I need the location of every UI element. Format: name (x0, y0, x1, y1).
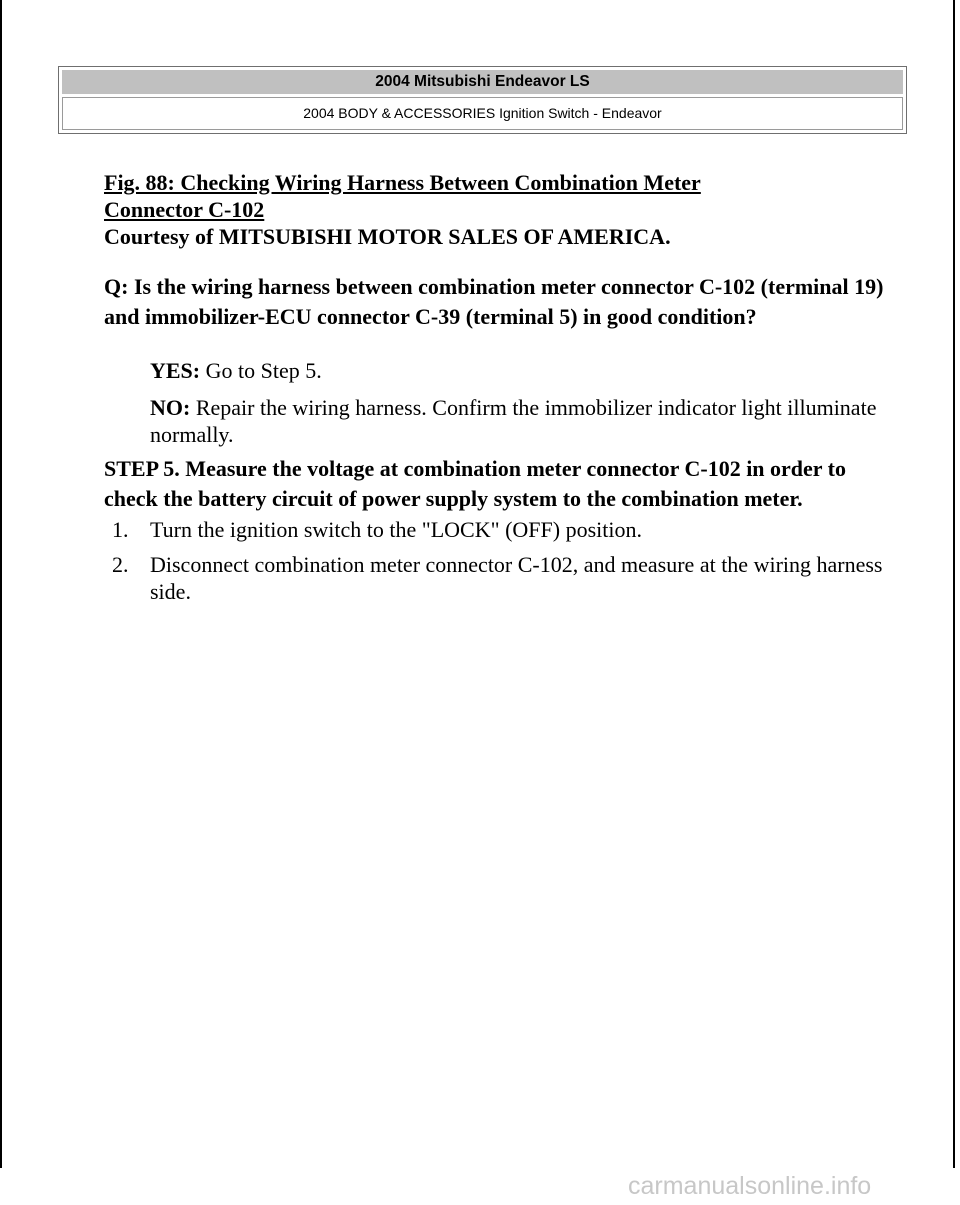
figure-caption[interactable] (104, 169, 894, 223)
list-item-number: 1. (112, 517, 129, 542)
figure-courtesy: Courtesy of MITSUBISHI MOTOR SALES OF AMERICA. (104, 224, 671, 249)
figure-link-line2[interactable]: Connector C-102 (104, 197, 265, 222)
site-watermark: carmanualsonline.info (628, 1172, 872, 1200)
procedure-list (104, 516, 894, 605)
figure-link-line1[interactable]: Fig. 88: Checking Wiring Harness Between Combination Meter (104, 170, 701, 195)
list-item-number: 2. (112, 552, 129, 577)
answer-no (150, 394, 894, 448)
vehicle-title: 2004 Mitsubishi Endeavor LS (62, 70, 903, 94)
answer-no-label: NO: (150, 395, 191, 420)
main-content (104, 169, 894, 613)
list-item-text: Turn the ignition switch to the "LOCK" (OFF) position. (150, 517, 643, 542)
step-heading: STEP 5. Measure the voltage at combination meter connector C-102 in order to check the battery circuit of power supply system to the combination meter. (104, 456, 846, 511)
section-subtitle: 2004 BODY & ACCESSORIES Ignition Switch - Endeavor (62, 97, 903, 130)
answer-no-text: Repair the wiring harness. Confirm the immobilizer indicator light illuminate normally. (150, 395, 877, 447)
question-text: Q: Is the wiring harness between combination meter connector C-102 (terminal 19) and immobilizer-ECU connector C-39 (terminal 5) in good condition? (104, 274, 884, 329)
answer-yes-label: YES: (150, 358, 201, 383)
page-border-right (953, 0, 955, 1168)
answer-yes-text: Go to Step 5. (200, 358, 322, 383)
page-border-left (0, 0, 2, 1168)
list-item-text: Disconnect combination meter connector C-102, and measure at the wiring harness side. (150, 552, 883, 604)
list-item (104, 516, 894, 543)
document-header (58, 66, 907, 134)
list-item (104, 551, 894, 605)
answer-yes (150, 357, 894, 384)
